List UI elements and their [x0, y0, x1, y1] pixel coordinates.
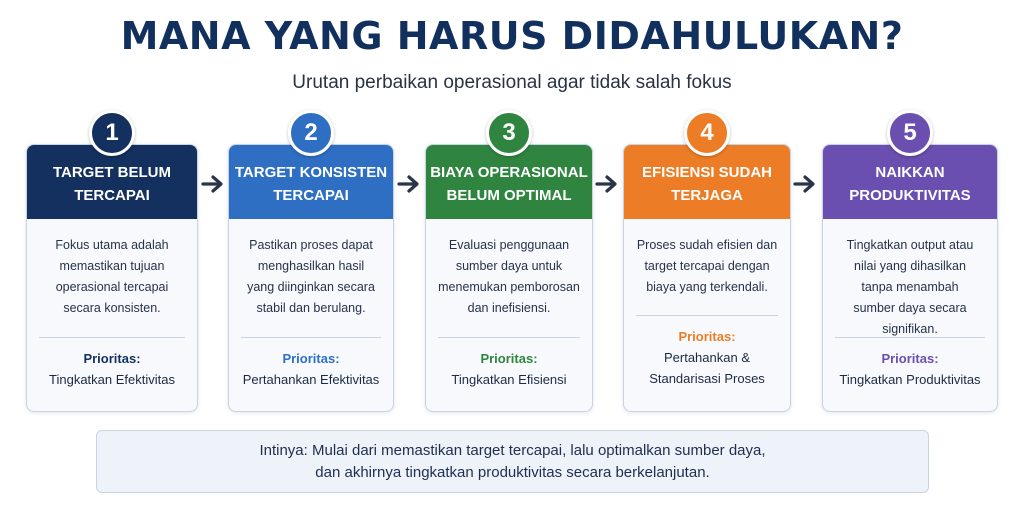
priority-value: Standarisasi Proses: [649, 371, 765, 386]
summary-box: [96, 430, 929, 493]
description-line: Proses sudah efisien dan: [636, 238, 778, 252]
step-heading-line: TERJAGA: [671, 187, 743, 204]
step-number-badge: 3: [486, 110, 532, 156]
step-priority: [229, 338, 393, 390]
step-description: [823, 219, 997, 337]
step-description: [624, 219, 790, 315]
description-line: secara konsisten.: [63, 301, 161, 315]
arrow-right-icon: [397, 173, 421, 195]
page-title: MANA YANG HARUS DIDAHULUKAN?: [120, 14, 904, 58]
description-line: Evaluasi penggunaan: [448, 238, 570, 252]
step-priority: [823, 338, 997, 390]
step-heading-line: NAIKKAN: [875, 164, 945, 181]
step-card: [228, 144, 394, 412]
step-1: [26, 110, 198, 412]
step-card: [822, 144, 998, 412]
step-priority: [27, 338, 197, 390]
step-heading-line: TERCAPAI: [74, 187, 150, 204]
description-line: yang diinginkan secara: [247, 280, 375, 294]
summary-line: Intinya: Mulai dari memastikan target tercapai, lalu optimalkan sumber daya,: [259, 442, 766, 459]
description-line: sumber daya secara: [853, 301, 967, 315]
priority-value: Tingkatkan Produktivitas: [839, 372, 981, 387]
step-heading-line: TARGET BELUM: [52, 164, 172, 181]
arrow-right-icon: [201, 173, 225, 195]
arrow-right-icon: [793, 173, 817, 195]
step-heading-line: TARGET KONSISTEN: [234, 164, 388, 181]
step-card: [623, 144, 791, 412]
priority-label: Prioritas:: [480, 351, 538, 366]
step-card: [26, 144, 198, 412]
description-line: Pastikan proses dapat: [249, 238, 373, 252]
description-line: signifikan.: [882, 322, 938, 336]
description-line: tanpa menambah: [861, 280, 959, 294]
step-4: [623, 110, 791, 412]
description-line: stabil dan berulang.: [256, 301, 366, 315]
step-number-badge: 4: [684, 110, 730, 156]
step-heading-line: TERCAPAI: [273, 187, 349, 204]
step-3: [425, 110, 593, 412]
step-number-badge: 2: [288, 110, 334, 156]
description-line: Tingkatkan output atau: [846, 238, 974, 252]
priority-label: Prioritas:: [678, 329, 736, 344]
arrow-right-icon: [595, 173, 619, 195]
step-card: [425, 144, 593, 412]
step-priority: [624, 316, 790, 389]
priority-value: Pertahankan &: [663, 350, 750, 365]
description-line: biaya yang terkendali.: [646, 280, 768, 294]
step-number-badge: 5: [887, 110, 933, 156]
summary-line: dan akhirnya tingkatkan produktivitas secara berkelanjutan.: [315, 464, 710, 481]
step-5: [822, 110, 998, 412]
description-line: sumber daya untuk: [455, 259, 563, 273]
priority-label: Prioritas:: [83, 351, 141, 366]
priority-value: Tingkatkan Efektivitas: [49, 372, 175, 387]
description-line: target tercapai dengan: [644, 259, 770, 273]
page-subtitle: Urutan perbaikan operasional agar tidak salah fokus: [292, 72, 732, 93]
step-2: [228, 110, 394, 412]
description-line: operasional tercapai: [55, 280, 169, 294]
step-heading-line: BELUM OPTIMAL: [446, 187, 572, 204]
priority-value: Tingkatkan Efisiensi: [451, 372, 567, 387]
priority-label: Prioritas:: [881, 351, 939, 366]
step-heading-line: BIAYA OPERASIONAL: [430, 164, 588, 181]
step-heading-line: PRODUKTIVITAS: [849, 187, 971, 204]
step-heading: [27, 145, 197, 219]
description-line: dan inefisiensi.: [467, 301, 551, 315]
step-heading: [229, 145, 393, 219]
step-heading-line: EFISIENSI SUDAH: [641, 164, 773, 181]
step-description: [426, 219, 592, 337]
step-number-badge: 1: [89, 110, 135, 156]
step-heading: [823, 145, 997, 219]
step-heading: [624, 145, 790, 219]
description-line: Fokus utama adalah: [55, 238, 169, 252]
step-heading: [426, 145, 592, 219]
description-line: nilai yang dihasilkan: [854, 259, 966, 273]
step-priority: [426, 338, 592, 390]
step-description: [27, 219, 197, 337]
priority-label: Prioritas:: [282, 351, 340, 366]
description-line: menghasilkan hasil: [257, 259, 365, 273]
description-line: menemukan pemborosan: [438, 280, 580, 294]
priority-value: Pertahankan Efektivitas: [242, 372, 380, 387]
step-description: [229, 219, 393, 337]
description-line: memastikan tujuan: [59, 259, 165, 273]
